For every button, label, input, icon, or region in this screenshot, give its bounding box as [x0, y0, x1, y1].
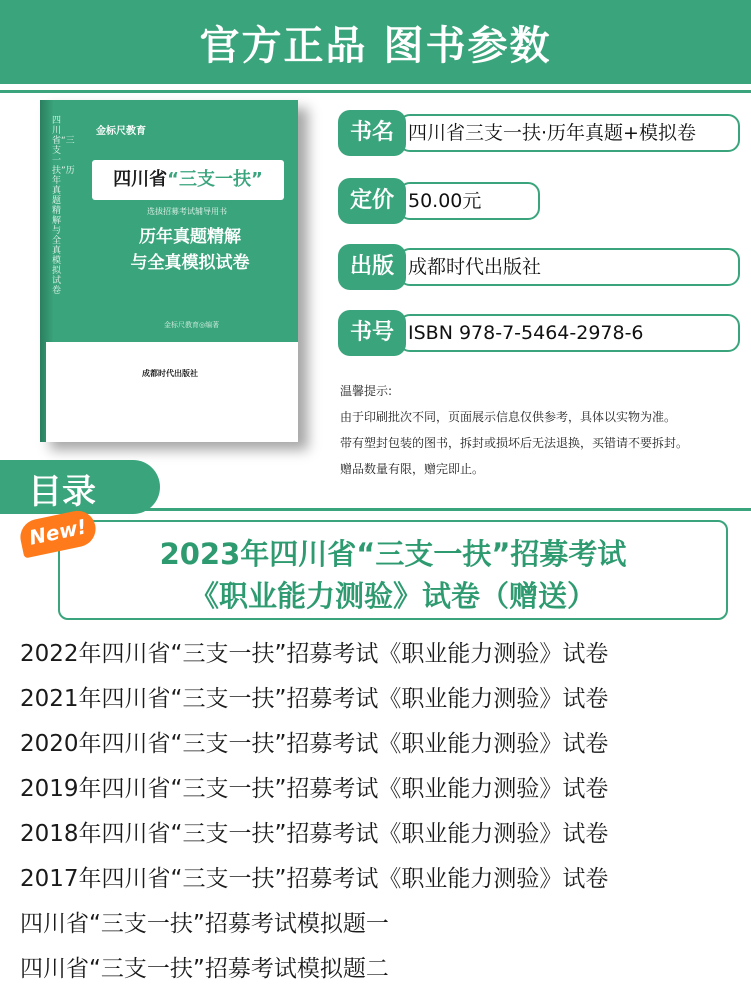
featured-line-2: 《职业能力测验》试卷（赠送） — [189, 579, 596, 613]
notice-line-3: 赠品数量有限，赠完即止。 — [340, 462, 485, 476]
toc-list — [20, 632, 740, 992]
toc-item: 2022年四川省“三支一扶”招募考试《职业能力测验》试卷 — [20, 641, 609, 667]
cover-main-title — [100, 224, 280, 276]
featured-line-1: 2023年四川省“三支一扶”招募考试 — [159, 537, 627, 571]
header-banner — [0, 0, 751, 84]
cover-title-box — [92, 160, 284, 200]
param-isbn-label: 书号 — [338, 310, 406, 356]
toc-heading — [0, 460, 160, 514]
param-price — [338, 178, 548, 224]
param-publisher-label: 出版 — [338, 244, 406, 290]
notice-line-1: 由于印刷批次不同，页面展示信息仅供参考，具体以实物为准。 — [340, 410, 677, 424]
toc-item: 2018年四川省“三支一扶”招募考试《职业能力测验》试卷 — [20, 821, 609, 847]
cover-main-line-2: 与全真模拟试卷 — [130, 253, 250, 273]
toc-item: 2021年四川省“三支一扶”招募考试《职业能力测验》试卷 — [20, 686, 609, 712]
cover-author: 金标尺教育◎编著 — [164, 321, 220, 329]
toc-item: 2020年四川省“三支一扶”招募考试《职业能力测验》试卷 — [20, 731, 609, 757]
notice-block — [340, 378, 740, 482]
param-title-value: 四川省三支一扶·历年真题+模拟卷 — [398, 114, 740, 152]
cover-bottom-panel — [46, 342, 298, 442]
cover-publisher: 成都时代出版社 — [142, 369, 198, 378]
param-publisher — [338, 244, 738, 290]
cover-subtitle: 选拔招募考试辅导用书 — [147, 207, 227, 216]
page-title: 官方正品 图书参数 — [199, 23, 552, 69]
param-title — [338, 110, 738, 156]
cover-title — [92, 160, 284, 200]
book-cover-image — [40, 100, 298, 442]
toc-item: 四川省“三支一扶”招募考试模拟题二 — [20, 956, 389, 982]
notice-title: 温馨提示: — [340, 384, 393, 398]
publisher-logo: 金标尺教育 — [96, 126, 146, 137]
toc-item: 2019年四川省“三支一扶”招募考试《职业能力测验》试卷 — [20, 776, 609, 802]
param-title-label: 书名 — [338, 110, 406, 156]
book-side-text: 四川省“三支一扶”历年真题精解与全真模拟试卷 — [52, 116, 75, 296]
param-price-label: 定价 — [338, 178, 406, 224]
param-price-value: 50.00元 — [398, 182, 540, 220]
param-isbn — [338, 310, 738, 356]
header-divider — [0, 90, 751, 93]
notice-line-2: 带有塑封包装的图书，拆封或损坏后无法退换，买错请不要拆封。 — [340, 436, 689, 450]
cover-title-prefix: 四川省 — [113, 169, 168, 190]
new-badge-label: New! — [26, 514, 89, 550]
toc-heading-label: 目录 — [28, 472, 96, 512]
param-publisher-value: 成都时代出版社 — [398, 248, 740, 286]
cover-main-line-1: 历年真题精解 — [139, 227, 241, 247]
param-isbn-value: ISBN 978-7-5464-2978-6 — [398, 314, 740, 352]
toc-item: 四川省“三支一扶”招募考试模拟题一 — [20, 911, 389, 937]
featured-toc-item — [58, 520, 728, 620]
cover-title-highlight: “三支一扶” — [167, 169, 263, 190]
toc-item: 2017年四川省“三支一扶”招募考试《职业能力测验》试卷 — [20, 866, 609, 892]
